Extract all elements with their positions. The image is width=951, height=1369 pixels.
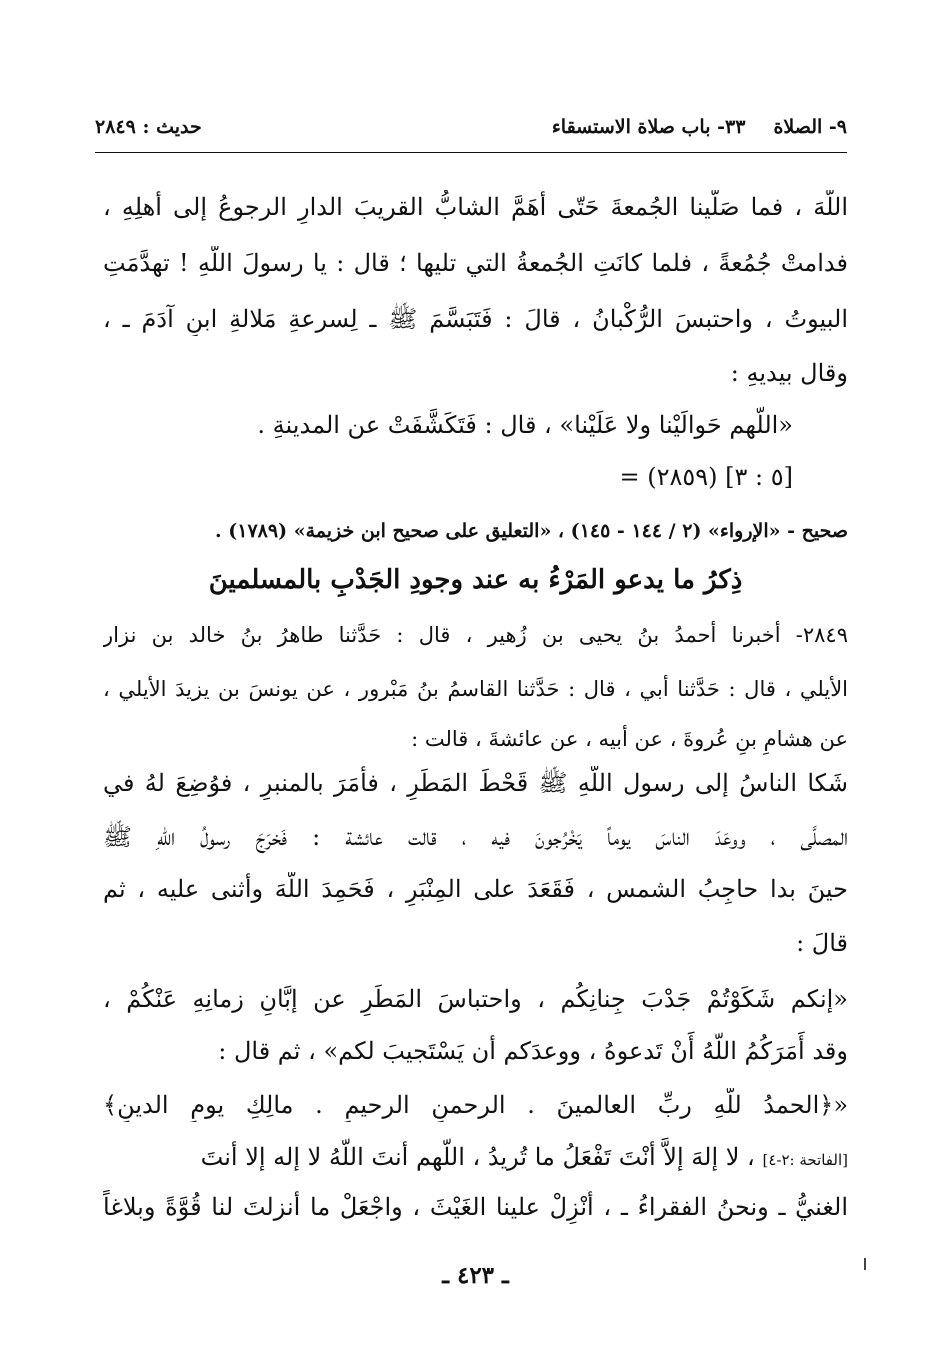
isnad-line-3: عن هشامِ بنِ عُروةَ ، عن أبيه ، عن عائشةَ ، قالت : bbox=[411, 727, 848, 751]
speech-line-1: «إنكم شَكَوْتُمْ جَدْبَ جِنانِكُم ، واحتباسَ المَطَرِ عن إبَّانِ زمانِهِ عَنْكُمْ ، bbox=[103, 985, 848, 1013]
speech-line-2: وقد أَمَرَكُمُ اللّهُ أَنْ تَدعوهُ ، ووعدَكم أن يَسْتَجيبَ لكم» ، ثم قال : bbox=[218, 1037, 848, 1065]
header-chapter-section bbox=[524, 116, 847, 138]
quote-line: «اللّهم حَوالَيْنا ولا عَلَيْنا» ، قال : فَتَكَشَّفَتْ عن المدينةِ . bbox=[257, 411, 793, 439]
section-heading: ذِكرُ ما يدعو المَرْءُ به عند وجودِ الجَدْبِ بالمسلمينَ bbox=[208, 565, 743, 595]
header-hadith-number: حديث : ٢٨٤٩ bbox=[95, 116, 202, 138]
source-grading: صحيح - «الإرواء» (٢ / ١٤٤ - ١٤٥) ، «التعليق على صحيح ابن خزيمة» (١٧٨٩) . bbox=[215, 520, 848, 542]
isnad-line-2: الأيلي ، قال : حَدَّثنا أبي ، قال : حَدَّثنا القاسمُ بنُ مَبْرور ، عن يونسَ بن يزيدَ الأيلي ، bbox=[103, 677, 848, 701]
body-line-1: اللّهَ ، فما صَلَّينا الجُمعةَ حَتّى أَهَمَّ الشابُّ القريبَ الدارِ الرجوعُ إلى أهلِهِ ، bbox=[103, 193, 848, 221]
fatiha-rest: ، لا إلهَ إلاَّ أنْتَ تَفْعَلُ ما تُريدُ ، اللّهم أنتَ اللّهُ لا إله إلا أنتَ bbox=[200, 1143, 755, 1171]
fatiha-line: «﴿الحمدُ للّهِ ربِّ العالمينَ . الرحمنِ الرحيمِ . مالِكِ يومِ الدينِ﴾ bbox=[103, 1091, 848, 1119]
quran-reference: [الفاتحة :٢-٤] bbox=[762, 1151, 848, 1169]
matn-line-3: حينَ بدا حاجِبُ الشمس ، فَقَعَدَ على المِنْبَرِ ، فَحَمِدَ اللّهَ وأثنى عليه ، ثم bbox=[103, 875, 848, 903]
body-line-4: وقال بيديهِ : bbox=[730, 359, 848, 387]
header-section: ٣٣- باب صلاة الاستسقاء bbox=[551, 116, 746, 138]
running-header bbox=[95, 112, 847, 146]
body-line-2: فدامتْ جُمُعةً ، فلما كانَتِ الجُمعةُ التي تليها ؛ قال : يا رسولَ اللّهِ ! تهدَّمَتِ bbox=[103, 249, 848, 277]
matn-line-2: المصلَّى ، ووعَدَ الناسَ يوماً يَخْرُجونَ فيه ، قالت عائشة : فَخرَجَ رسولُ اللّهِ ﷺ bbox=[103, 823, 848, 851]
body-line-3: البيوتُ ، واحتبسَ الرُّكْبانُ ، قالَ : فَتَبَسَّمَ ﷺ ـ لِسرعةِ مَلالةِ ابنِ آدَمَ ـ ، bbox=[103, 305, 848, 333]
matn-line-1: شَكا الناسُ إلى رسول اللّهِ ﷺ قَحْطَ المَطَرِ ، فأمَرَ بالمنبرِ ، فوُضِعَ لهُ في bbox=[103, 769, 848, 797]
equals-line: = (٢٨٥٩) [٥ : ٣] bbox=[619, 463, 793, 491]
header-rule bbox=[95, 152, 847, 153]
page-number: ـ ٤٢٣ ـ bbox=[442, 1262, 509, 1289]
isnad-line-1: ٢٨٤٩- أخبرنا أحمدُ بنُ يحيى بن زُهير ، قال : حَدَّثنا طاهرُ بنُ خالد بن نزار bbox=[103, 623, 848, 647]
matn-line-4: قالَ : bbox=[796, 929, 848, 957]
header-chapter: ٩- الصلاة bbox=[773, 116, 847, 138]
fatiha-continuation bbox=[103, 1140, 848, 1177]
last-line: الغنيُّ ـ ونحنُ الفقراءُ ـ ، أَنْزِلْ علينا الغَيْثَ ، واجْعَلْ ما أنزلتَ لنا قُوَّةً وبلاغاً bbox=[103, 1193, 848, 1221]
